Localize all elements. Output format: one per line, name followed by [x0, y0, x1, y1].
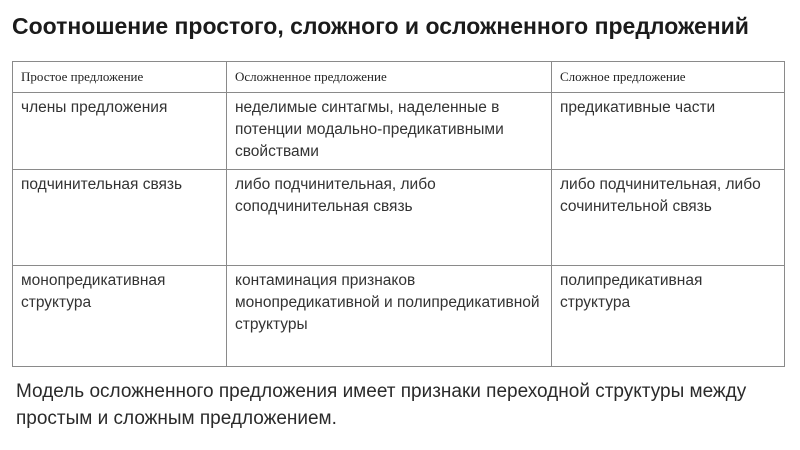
header-complicated-sentence: Осложненное предложение	[227, 62, 552, 93]
table-cell: полипредикативная структура	[552, 266, 785, 367]
table-cell: монопредикативная структура	[13, 266, 227, 367]
comparison-table	[12, 61, 785, 367]
conclusion-text: Модель осложненного предложения имеет признаки переходной структуры между простым и сложным предложением.	[16, 381, 747, 429]
table-row	[13, 266, 785, 367]
table-header-row	[13, 62, 785, 93]
header-simple-sentence: Простое предложение	[13, 62, 227, 93]
table-cell: члены предложения	[13, 93, 227, 170]
table-cell: предикативные части	[552, 93, 785, 170]
table-cell: подчинительная связь	[13, 170, 227, 266]
table-cell: либо подчинительная, либо соподчинительная связь	[227, 170, 552, 266]
table-cell: контаминация признаков монопредикативной и полипредикативной структуры	[227, 266, 552, 367]
table-cell: неделимые синтагмы, наделенные в потенции модально-предикативными свойствами	[227, 93, 552, 170]
header-complex-sentence: Сложное предложение	[552, 62, 785, 93]
table-row	[13, 170, 785, 266]
page-title: Соотношение простого, сложного и осложненного предложений	[12, 13, 749, 39]
table-row	[13, 93, 785, 170]
table-cell: либо подчинительная, либо сочинительной связь	[552, 170, 785, 266]
